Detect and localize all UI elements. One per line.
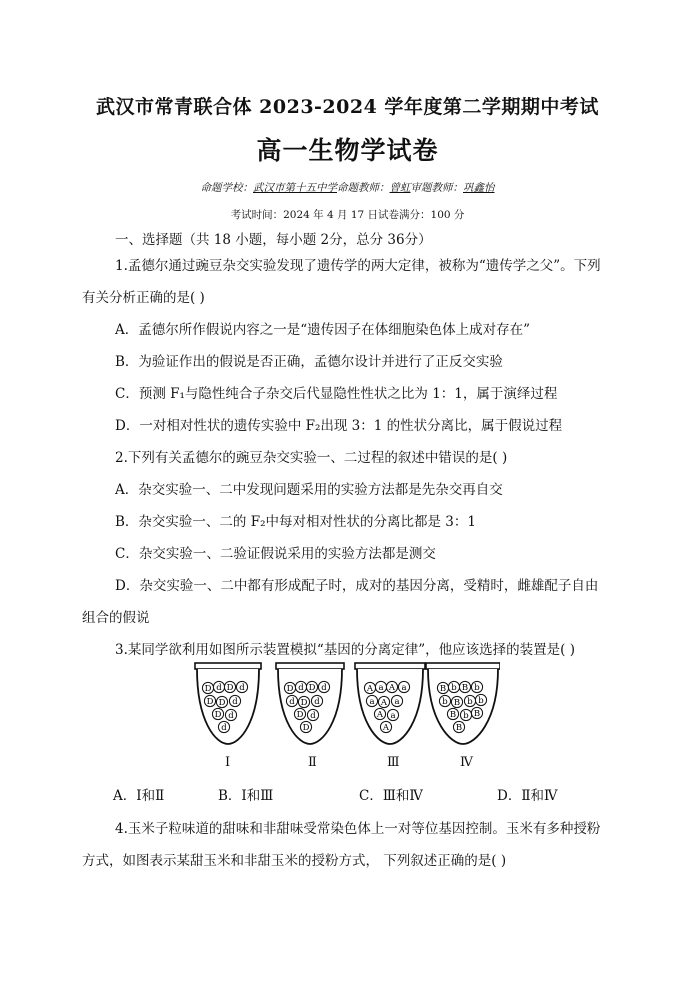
- q1-option-b: B．为验证作出的假说是否正确，孟德尔设计并进行了正反交实验: [115, 354, 503, 370]
- ball-label: b: [442, 697, 448, 708]
- ball-label: a: [390, 711, 396, 722]
- reviewer-label: 审题教师：: [410, 182, 463, 194]
- ball-label: b: [467, 697, 473, 708]
- q2-option-d-line2: 组合的假说: [82, 610, 150, 626]
- ball-label: D: [308, 683, 316, 694]
- ball-label: B: [455, 723, 463, 734]
- q1-option-a: A．孟德尔所作假说内容之一是“遗传因子在体细胞染色体上成对存在”: [115, 322, 531, 338]
- ball-label: D: [300, 698, 308, 709]
- school-name: 武汉市第十五中学: [253, 182, 337, 194]
- ball-label: d: [216, 683, 222, 694]
- ball-label: B: [461, 683, 469, 694]
- q2-option-c: C．杂交实验一、二验证假说采用的实验方法都是测交: [115, 546, 436, 562]
- q2-option-d-line1: D．杂交实验一、二中都有形成配子时，成对的基因分离，受精时，雌雄配子自由: [115, 578, 599, 594]
- setter-info: [0, 180, 695, 195]
- ball-label: d: [228, 711, 234, 722]
- ball-label: b: [463, 711, 469, 722]
- beaker-1: [195, 663, 261, 744]
- beaker-rim: [355, 663, 425, 669]
- q1-stem-line1: 1.孟德尔通过豌豆杂交实验发现了遗传学的两大定律，被称为“遗传学之父”。下列: [115, 258, 601, 274]
- ball-label: d: [321, 683, 327, 694]
- ball-label: D: [206, 697, 214, 708]
- q1-option-d: D．一对相对性状的遗传实验中 F₂出现 3：1 的性状分离比，属于假说过程: [115, 418, 563, 434]
- q3-option-d: D．Ⅱ和Ⅳ: [497, 788, 558, 804]
- ball-label: a: [394, 697, 400, 708]
- section-heading: 一、选择题（共 18 小题，每小题 2分，总分 36分）: [115, 232, 432, 248]
- ball-label: d: [298, 683, 304, 694]
- ball-label: d: [232, 697, 238, 708]
- ball-label: D: [302, 723, 310, 734]
- subject-title: 高一生物学试卷: [256, 136, 439, 165]
- ball-label: b: [474, 683, 480, 694]
- ball-label: D: [226, 683, 234, 694]
- ball-label: d: [310, 711, 316, 722]
- q3-option-c: C．Ⅲ和Ⅳ: [359, 788, 423, 804]
- beaker-rim: [276, 663, 344, 669]
- q3-option-a: A．Ⅰ和Ⅱ: [113, 788, 165, 804]
- beaker-4: [426, 663, 500, 744]
- beaker-2: [276, 663, 344, 744]
- beaker-3: [355, 663, 425, 744]
- beaker-body: [357, 669, 423, 744]
- q3-stem: 3.某同学欲利用如图所示装置模拟“基因的分离定律”，他应该选择的装置是( ): [115, 642, 576, 658]
- beaker-rim: [426, 663, 500, 669]
- beaker-label-2: Ⅱ: [308, 755, 317, 770]
- ball-label: A: [380, 698, 388, 709]
- beaker-label-3: Ⅲ: [387, 755, 400, 770]
- ball-label: b: [478, 696, 484, 707]
- ball-label: D: [218, 698, 226, 709]
- q4-stem-line1: 4.玉米子粒味道的甜味和非甜味受常染色体上一对等位基因控制。玉米有多种授粉: [115, 821, 601, 837]
- ball-label: B: [473, 709, 481, 720]
- ball-label: a: [401, 683, 407, 694]
- ball-label: d: [239, 683, 245, 694]
- q4-stem-line2: 方式，如图表示某甜玉米和非甜玉米的授粉方式， 下列叙述正确的是( ): [82, 853, 507, 869]
- beaker-body: [428, 669, 498, 744]
- q3-option-b: B．Ⅰ和Ⅲ: [218, 788, 274, 804]
- exam-title: 武汉市常青联合体 2023-2024 学年度第二学期期中考试: [96, 96, 599, 118]
- beaker-rim: [195, 663, 261, 669]
- ball-label: d: [221, 723, 227, 734]
- ball-label: d: [289, 697, 295, 708]
- q1-stem-line2: 有关分析正确的是( ): [82, 290, 205, 306]
- school-label: 命题学校：: [200, 182, 253, 194]
- ball-label: B: [449, 710, 457, 721]
- ball-label: D: [204, 684, 212, 695]
- reviewer-name: 巩鑫怡: [463, 182, 495, 194]
- ball-label: A: [366, 684, 374, 695]
- ball-label: b: [451, 683, 457, 694]
- ball-label: D: [296, 710, 304, 721]
- ball-label: A: [388, 683, 396, 694]
- q2-option-a: A．杂交实验一、二中发现问题采用的实验方法都是先杂交再自交: [115, 482, 503, 498]
- exam-info: 考试时间：2024 年 4 月 17 日试卷满分：100 分: [230, 209, 465, 221]
- ball-label: a: [369, 697, 375, 708]
- beaker-figure: [190, 658, 500, 748]
- ball-label: B: [453, 698, 461, 709]
- q1-option-c: C．预测 F₁与隐性纯合子杂交后代显隐性性状之比为 1：1，属于演绎过程: [115, 386, 558, 402]
- ball-label: B: [439, 684, 447, 695]
- ball-label: A: [382, 723, 390, 734]
- beaker-label-1: Ⅰ: [225, 755, 231, 770]
- q2-stem: 2.下列有关孟德尔的豌豆杂交实验一、二过程的叙述中错误的是( ): [115, 450, 508, 466]
- beaker-label-4: Ⅳ: [460, 755, 473, 770]
- q2-option-b: B．杂交实验一、二的 F₂中每对相对性状的分离比都是 3：1: [115, 514, 476, 530]
- ball-label: A: [376, 710, 384, 721]
- beaker-body: [278, 669, 342, 744]
- setter-name: 曾虹: [389, 182, 411, 194]
- ball-label: D: [286, 684, 294, 695]
- ball-label: a: [378, 683, 384, 694]
- ball-label: D: [214, 710, 222, 721]
- ball-label: d: [314, 697, 320, 708]
- setter-label: 命题教师：: [337, 182, 390, 194]
